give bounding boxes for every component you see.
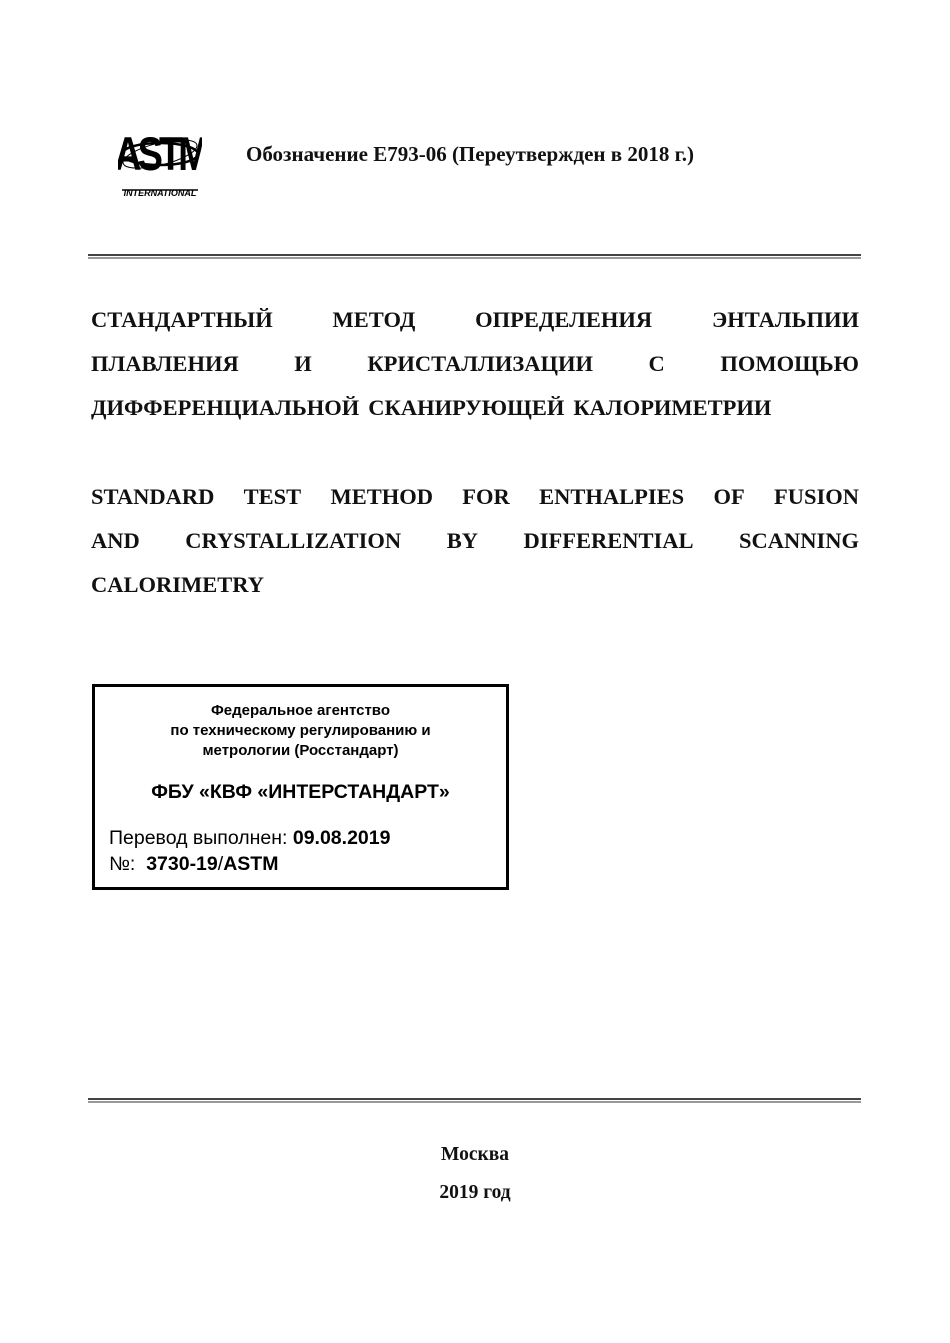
astm-logo: [118, 124, 202, 200]
title-ru-line-3: [91, 392, 859, 436]
title-word: ДИФФЕРЕНЦИАЛЬНОЙ: [91, 395, 360, 420]
translation-number-label: №:: [109, 853, 136, 875]
agency-line: метрологии (Росстандарт): [202, 742, 399, 759]
title-word: И: [294, 351, 312, 376]
title-word: METHOD: [330, 484, 433, 509]
title-word: CALORIMETRY: [91, 572, 264, 597]
translation-date-line: [109, 827, 390, 850]
agency-line: Федеральное агентство: [210, 702, 390, 719]
title-word: CRYSTALLIZATION: [185, 528, 402, 553]
title-en-line-1: [91, 481, 859, 525]
title-en-line-2: [91, 525, 859, 569]
title-word: FUSION: [773, 484, 859, 509]
title-en-line-3: [91, 569, 859, 613]
title-word: TEST: [243, 484, 302, 509]
translation-stamp: [92, 684, 509, 890]
title-word: КРИСТАЛЛИЗАЦИИ: [367, 351, 593, 376]
svg-text:ASTM: ASTM: [118, 128, 202, 182]
title-word: BY: [446, 528, 478, 553]
publication-year: 2019 год: [439, 1182, 511, 1203]
translation-number-line: [109, 853, 278, 876]
svg-text:INTERNATIONAL: INTERNATIONAL: [123, 188, 197, 198]
title-word: OF: [713, 484, 745, 509]
title-word: С: [648, 351, 665, 376]
title-word: ЭНТАЛЬПИИ: [711, 307, 859, 332]
top-divider: [88, 254, 861, 259]
title-word: ENTHALPIES: [539, 484, 685, 509]
organization-name: ФБУ «КВФ «ИНТЕРСТАНДАРТ»: [151, 781, 450, 803]
agency-line: по техническому регулированию и: [170, 722, 431, 739]
title-word: STANDARD: [91, 484, 215, 509]
agency-name: [95, 701, 506, 761]
title-ru-line-2: [91, 348, 859, 392]
translation-date: 09.08.2019: [292, 827, 391, 849]
title-word: СКАНИРУЮЩЕЙ: [368, 395, 565, 420]
bottom-divider: [88, 1098, 861, 1103]
translation-date-label: Перевод выполнен:: [109, 827, 288, 849]
title-word: FOR: [462, 484, 510, 509]
title-word: AND: [91, 528, 140, 553]
title-word: МЕТОД: [332, 307, 416, 332]
standard-designation: Обозначение E793-06 (Переутвержден в 2018 г.): [246, 142, 694, 166]
translation-number-slash: /: [217, 853, 224, 875]
title-word: ПОМОЩЬЮ: [720, 351, 859, 376]
translation-number: 3730-19: [146, 853, 218, 875]
title-word: ПЛАВЛЕНИЯ: [91, 351, 239, 376]
title-english: [91, 481, 859, 613]
title-ru-line-1: [91, 304, 859, 348]
title-russian: [91, 304, 859, 436]
title-word: ОПРЕДЕЛЕНИЯ: [475, 307, 653, 332]
translation-number-suffix: ASTM: [223, 853, 279, 875]
title-word: КАЛОРИМЕТРИИ: [573, 395, 772, 420]
title-word: СТАНДАРТНЫЙ: [91, 307, 273, 332]
publication-city: Москва: [440, 1144, 510, 1165]
title-word: SCANNING: [738, 528, 859, 553]
title-word: DIFFERENTIAL: [523, 528, 694, 553]
